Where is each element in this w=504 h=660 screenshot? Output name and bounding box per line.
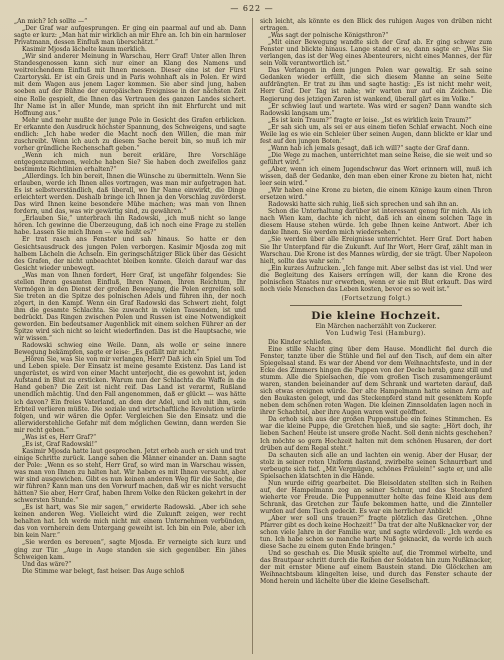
- paragraph: „Es ist kein Traum?“ fragte er leise. „Ist es wirklich kein Traum?“: [268, 116, 472, 124]
- paragraph: Die Kinder schliefen.: [268, 338, 333, 346]
- paragraph: „Erlauben Sie,“ unterbrach ihn Radowski, „ich muß nicht so lange hören. Ich gewinne die Überzeugung, daß ich noch eine Frage zu stellen habe. Lassen Sie mich Ihnen — wie heißt es?“: [14, 215, 246, 237]
- paragraph: „An mich? Ich sollte —“: [14, 18, 88, 25]
- paragraph: „Ein kurzes Aufzucken. „Ich fange mit. Aber selbst das ist viel. Und wer die Begleitung des Kaisers erringen will, der kann die Krone des polnischen Staates nur erwerben, wenn er sie mit Blut erkauft. Das wird noch viele Menschen das Leben kosten, bevor es so weit ist.“: [260, 264, 492, 293]
- paragraph: Und das wäre?“: [22, 560, 72, 568]
- left-column: [14, 18, 246, 656]
- paragraph: Mehr und mehr mußte der junge Pole in Gesicht des Grafen erblicken. Er erkannte den Ausdruck höchster Spannung, des Schweigens, und sagte endlich: „Ich habe weder die Macht noch den Willen, die man mir zuschreibt. Wenn ich auch zu diesem Sache bereit bin, so muß ich mir vorher gründliche Rechenschaft geben.“: [14, 116, 246, 152]
- continuation-note: (Fortsetzung folgt.): [341, 294, 411, 302]
- paragraph: „Die Wege zu machen, unterrichtet man seine Reise, die sie weit und so geführt wird.“: [260, 151, 492, 166]
- column-divider: [252, 18, 253, 654]
- paragraph: „Es ist, Graf Radowski!“: [22, 440, 98, 448]
- paragraph: Das Verlangen in dem jungen Polen war gewaltig. Er sah seine Gedanken wieder erfüllt, die sich diesem Manne an seine Seite aufdrängten. Er trat zu ihm und sagte hastig: „Es ist nicht mehr weit, Herr Graf. Der Tag ist nahe; wir warten nur auf ein Zeichen. Die Regierung des jetzigen Zaren ist wankend, überall gärt es im Volke.“: [260, 67, 492, 103]
- paragraph: „Was ist es, Herr Graf?“: [22, 433, 97, 441]
- story-title: Die kleine Hochzeit.: [311, 309, 441, 322]
- section-rule: [290, 305, 462, 306]
- paragraph: „Hören Sie, was Sie von mir verlangen, Herr? Daß ich ein Spiel um Tod und Leben spiele. Der Einsatz ist meine gesamte Existenz. Das Land ist ungerüstet, es wird von einer Macht unterjocht, die es gewohnt ist, jeden Aufstand in Blut zu ersticken. Warum nun der Schlachta die Waffe in die Hand geben? Die Zeit ist nicht reif. Das Land ist verarmt, Rußland unendlich mächtig. Und den Fall angenommen, daß er glückt — was hätte ich davon? Ein freies Vaterland, an dem der Adel, und ich mit ihm, sein Erbteil verlieren müßte. Die soziale und wirtschaftliche Revolution würde folgen, und wir wären die Opfer. Vergleichen Sie den Einsatz und die allerwiderstehliche Gefahr mit dem möglichen Gewinn, dann werden Sie mir recht geben.“: [14, 356, 246, 434]
- paragraph: „Was sagt der polnische Königsthron?“: [268, 32, 389, 40]
- paragraph: Und so geschah es. Die Musik spielte auf, die Trommel wirbelte, und das Brautpaar schritt durch die Reihen der Soldaten hin zum Nußknacker, der mit ernster Miene auf einem Baustein stand. Die Glöckchen am Weihnachtsbaum klingelten leise, und durch das Fenster schaute der Mond herein und lächelte über die kleine Gesellschaft.: [260, 550, 492, 586]
- page-number: — 622 —: [230, 4, 274, 13]
- paragraph: Er trat rasch ans Fenster und sah hinaus. So hatte er den Gesichtsausdruck des jungen Polen verborgen. Kasimir Mjosda zog mit halbem Lächeln die Achseln. Ein geringschätziger Blick über das Gesicht des Grafen, der nicht unbeachtet bleiben konnte. Gleich darauf war das Gesicht wieder unbewegt.: [14, 236, 246, 272]
- story-subtitle: Ein Märchen nacherzählt von Zuckerer.: [315, 322, 437, 330]
- paragraph: „Aber wer soll uns trauen?“ fragte plötzlich das Gretchen. „Ohne Pfarrer gibt es doch keine Hochzeit!“ Da trat der alte Nußknacker vor, der schon viele Jahre in der Familie war, und sagte würdevoll: „Ich werde es tun. Ich habe schon so manche harte Nuß geknackt, da werde ich auch diese Sache zu einem guten Ende bringen.“: [260, 515, 492, 551]
- paragraph: „Er schwieg laut und wartete. Was wird er sagen? Dann wandte sich Radowski langsam um.“: [260, 102, 492, 117]
- paragraph: „Sie werden über alle Ereignisse unterrichtet. Herr Graf. Dort haben Sie Ihr Unterpfand für die Zukunft. Auf Ihr Wort, Herr Graf, zählt man in Warschau. Die Krone ist des Mannes würdig, der sie trägt. Über Napoleon hielt, sollte das wahr sein.“: [260, 236, 492, 265]
- paragraph: Kasimir Mjosda hatte laut gesprochen. Jetzt erhob auch er sich und trat einige Schritte zurück. Lange sahen die Männer einander an. Dann sagte der Pole: „Wenn es so steht, Herr Graf, so wird man in Warschau wissen, was man von Ihnen zu halten hat. Wir haben es mit Ihnen versucht, aber wir sind ausgewichen. Gibt es nun keinen anderen Weg für die Sache, die wir führen? Kann man uns den Vorwurf machen, daß wir es nicht versucht hätten? Sie aber, Herr Graf, haben Ihrem Volke den Rücken gekehrt in der schwersten Stunde.“: [14, 447, 246, 505]
- story-author: Von Ludwig Tesi (Hamburg).: [325, 329, 427, 337]
- paragraph: Kasimir Mjosda lächelte kaum merklich.: [22, 46, 147, 54]
- paragraph: „Allerdings. Ich bin bereit, Ihnen die Wünsche zu übermitteln. Wenn Sie erlauben, werde ich Ihnen alles vortragen, was man mir aufgetragen hat. Es ist selbstverständlich, daß überall, wo Ihr Name einwirkt, die Dinge erleichtert werden. Deshalb bringe ich Ihnen ja den Vorschlag zuvörderst. Das wird Ihnen keine besondere Mühe machen; was man von Ihnen fordern, und das, was wir gewärtig sind, zu gewähren.“: [14, 173, 246, 216]
- paragraph: „Aber, wenn ich einem Jugendschwur das Wort erinnern will, muß ich wissen, daß der Gedanke, den man eben einer Krone zu bieten hat, nicht leer sein wird.“: [260, 165, 492, 188]
- paragraph: Schon die Unterhaltung darüber ist interessant genug für mich. Als ich nach Wien kam, dachte ich nicht, daß ich an einem solchen Tage in diesem Hause stehen würde. Ich gebe Ihnen keine Antwort. Aber ich danke Ihnen. Sie werden mich wiedersehen.“: [260, 208, 492, 237]
- paragraph: „Wenn ich mich nun bereit erkläre, Ihre Vorschläge entgegenzunehmen, welche haben Sie? Sie haben doch zweifellos ganz bestimmte Richtlinien erhalten?“: [14, 151, 246, 173]
- paragraph: „Der Graf war aufgesprungen. Er ging ein paarmal auf und ab. Dann sagte er kurz: „Man hat mir wirklich an mir Ehre an. Ich bin ein harmloser Privatmann, dessen Einfluß man überschätzt.“: [14, 25, 246, 47]
- paragraph: Radowski hatte sich ruhig, ließ sich sprechen und sah ihn an.: [268, 201, 459, 209]
- paragraph: „Es ist hart, was Sie mir sagen,“ erwiderte Radowski. „Aber ich sehe keinen anderen Weg. Vielleicht wird die Zukunft zeigen, wer recht behalten hat. Ich werde mich nicht mit einem Unternehmen verbünden, das von vornherein dem Untergang geweiht ist. Ich bin ein Pole, aber ich bin kein Narr.“: [14, 504, 246, 540]
- paragraph: „Wir haben eine Krone zu bieten, die einem Könige kaum einen Thron ersetzen wird.“: [260, 187, 492, 202]
- paragraph: „Mit einer Bewegung wandte sich der Graf ab. Er ging schwer zum Fenster und blickte hinaus. Lange stand er so, dann sagte er: „Was Sie verlangen, das ist der Weg eines Abenteurers, nicht eines Mannes, der für sein Volk verantwortlich ist.“: [260, 39, 492, 68]
- paragraph: Da erhob sich aus der großen Puppenstube ein feines Stimmchen. Es war die kleine Puppe, die Gretchen hieß, und sie sagte: „Hört doch, ihr lieben Sachen! Heute ist unsere große Nacht. Soll denn nichts geschehen? Ich möchte so gern Hochzeit halten mit dem schönen Husaren, der dort drüben auf dem Regal steht.“: [260, 416, 492, 452]
- paragraph: Radowski schwieg eine Weile. Dann, als wolle er seine innere Bewegung bekämpfen, sagte er leise: „Es gefällt mir nicht.“: [14, 342, 246, 357]
- paragraph: Die Stimme war belegt, fast heiser. Das Auge schloß: [22, 567, 185, 575]
- paragraph: „Wir sind anderer Meinung in Warschau, Herr Graf! Unter allen Ihren Standesgenossen kann sich nur einer an Klang des Namens und weitreichendem Einfluß mit Ihnen messen. Dieser eine ist der Fürst Czartoryski. Er ist ein Greis und in Paris wohnhaft als in Polen. Er wird mit dem Wagen aus jenem Lager kommen. Sie aber sind jung, haben soeben auf der Bühne der europäischen Ereignisse in der nächsten Zeit eine Rolle gespielt, die Ihnen das Vertrauen des ganzen Landes sichert. Ihr Name ist in aller Munde, man spricht ihn mit Ehrfurcht und mit Hoffnung aus.“: [14, 53, 246, 117]
- paragraph: Nun wurde eifrig gearbeitet. Die Bleisoldaten stellten sich in Reihen auf, der Hampelmann zog an seiner Schnur, und das Steckenpferd wieherte vor Freude. Die Puppenmutter holte das feine Kleid aus dem Schrank, das Gretchen zur Taufe bekommen hatte, und die Zinnteller wurden auf dem Tisch gedeckt. Es war ein herrlicher Anblick!: [260, 479, 492, 515]
- paragraph: „Er sah sich um, als sei er aus einem tiefen Schlaf erwacht. Noch eine Weile lag es wie ein Schleier über seinen Augen, dann blickte er klar und fest auf den jungen Boten.“: [260, 123, 492, 145]
- paragraph: Eine stille Nacht ging über dem Hause. Mondlicht fiel durch die Fenster, tanzte über die Stühle und fiel auf den Tisch, auf dem ein alter Spiegelsaal stand. Es war der Abend vor dem Weihnachtsfeste, und in der Ecke des Zimmers hingen die Puppen von der Decke herab, ganz still und stumm. Alle die Spielsachen, die vom großen Tisch zusammengeräumt waren, standen beieinander auf dem Schrank und warteten darauf, daß sich etwas ereignen würde. Der alte Hampelmann hatte seinen Arm auf den Baukasten gelegt, und das Steckenpferd stand mit gesenktem Kopfe neben dem schönen roten Wagen. Die kleinen Zinnsoldaten lagen noch in ihrer Schachtel, aber ihre Augen waren weit geöffnet.: [260, 345, 492, 417]
- paragraph: „Sie werden es bereuen“, sagte Mjosda. Er verneigte sich kurz und ging zur Tür. „Auge in Auge standen sie sich gegenüber. Ein jähes Schweigen kam.: [14, 539, 246, 561]
- paragraph: sich leicht, als könnte es den Blick des ruhigen Auges von drüben nicht ertragen.: [260, 18, 492, 33]
- paragraph: „Was man von Ihnen fordert, Herr Graf, ist ungefähr folgendes: Sie stellen Ihren gesamten Einfluß, Ihren Namen, Ihren Reichtum, Ihr Vermögen in den Dienst der großen Bewegung, die Polen ergreifen soll. Sie treten an die Spitze des polnischen Adels und führen ihn, der noch zögert, in den Kampf. Wenn ein Graf Radowski das Schwert zieht, folgt ihm die gesamte Schlachta. Sie zuwacht in vielen Tausenden, ist und bedrückt. Das Ringen zwischen Polen und Russen ist eine Notwendigkeit geworden. Ein bedeutsamer Augenblick mit einem solchen Führer an der Spitze wird sich nicht so leicht wiederfinden. Das ist die Hauptsache, wie wir wissen.“: [14, 271, 246, 343]
- paragraph: Da schauten sich alle an und lachten ein wenig. Aber der Husar, der stolz in seiner roten Uniform dastand, zwirbelte seinen Schnurrbart und verbeugte sich tief. „Mit Vergnügen, schönes Fräulein!“ sagte er, und alle Spielsachen klatschten in die Hände.: [260, 451, 492, 480]
- right-column: [260, 18, 492, 656]
- paragraph: „Wann hab ich jemals gesagt, daß ich will?“ sagte der Graf dann.: [268, 144, 470, 152]
